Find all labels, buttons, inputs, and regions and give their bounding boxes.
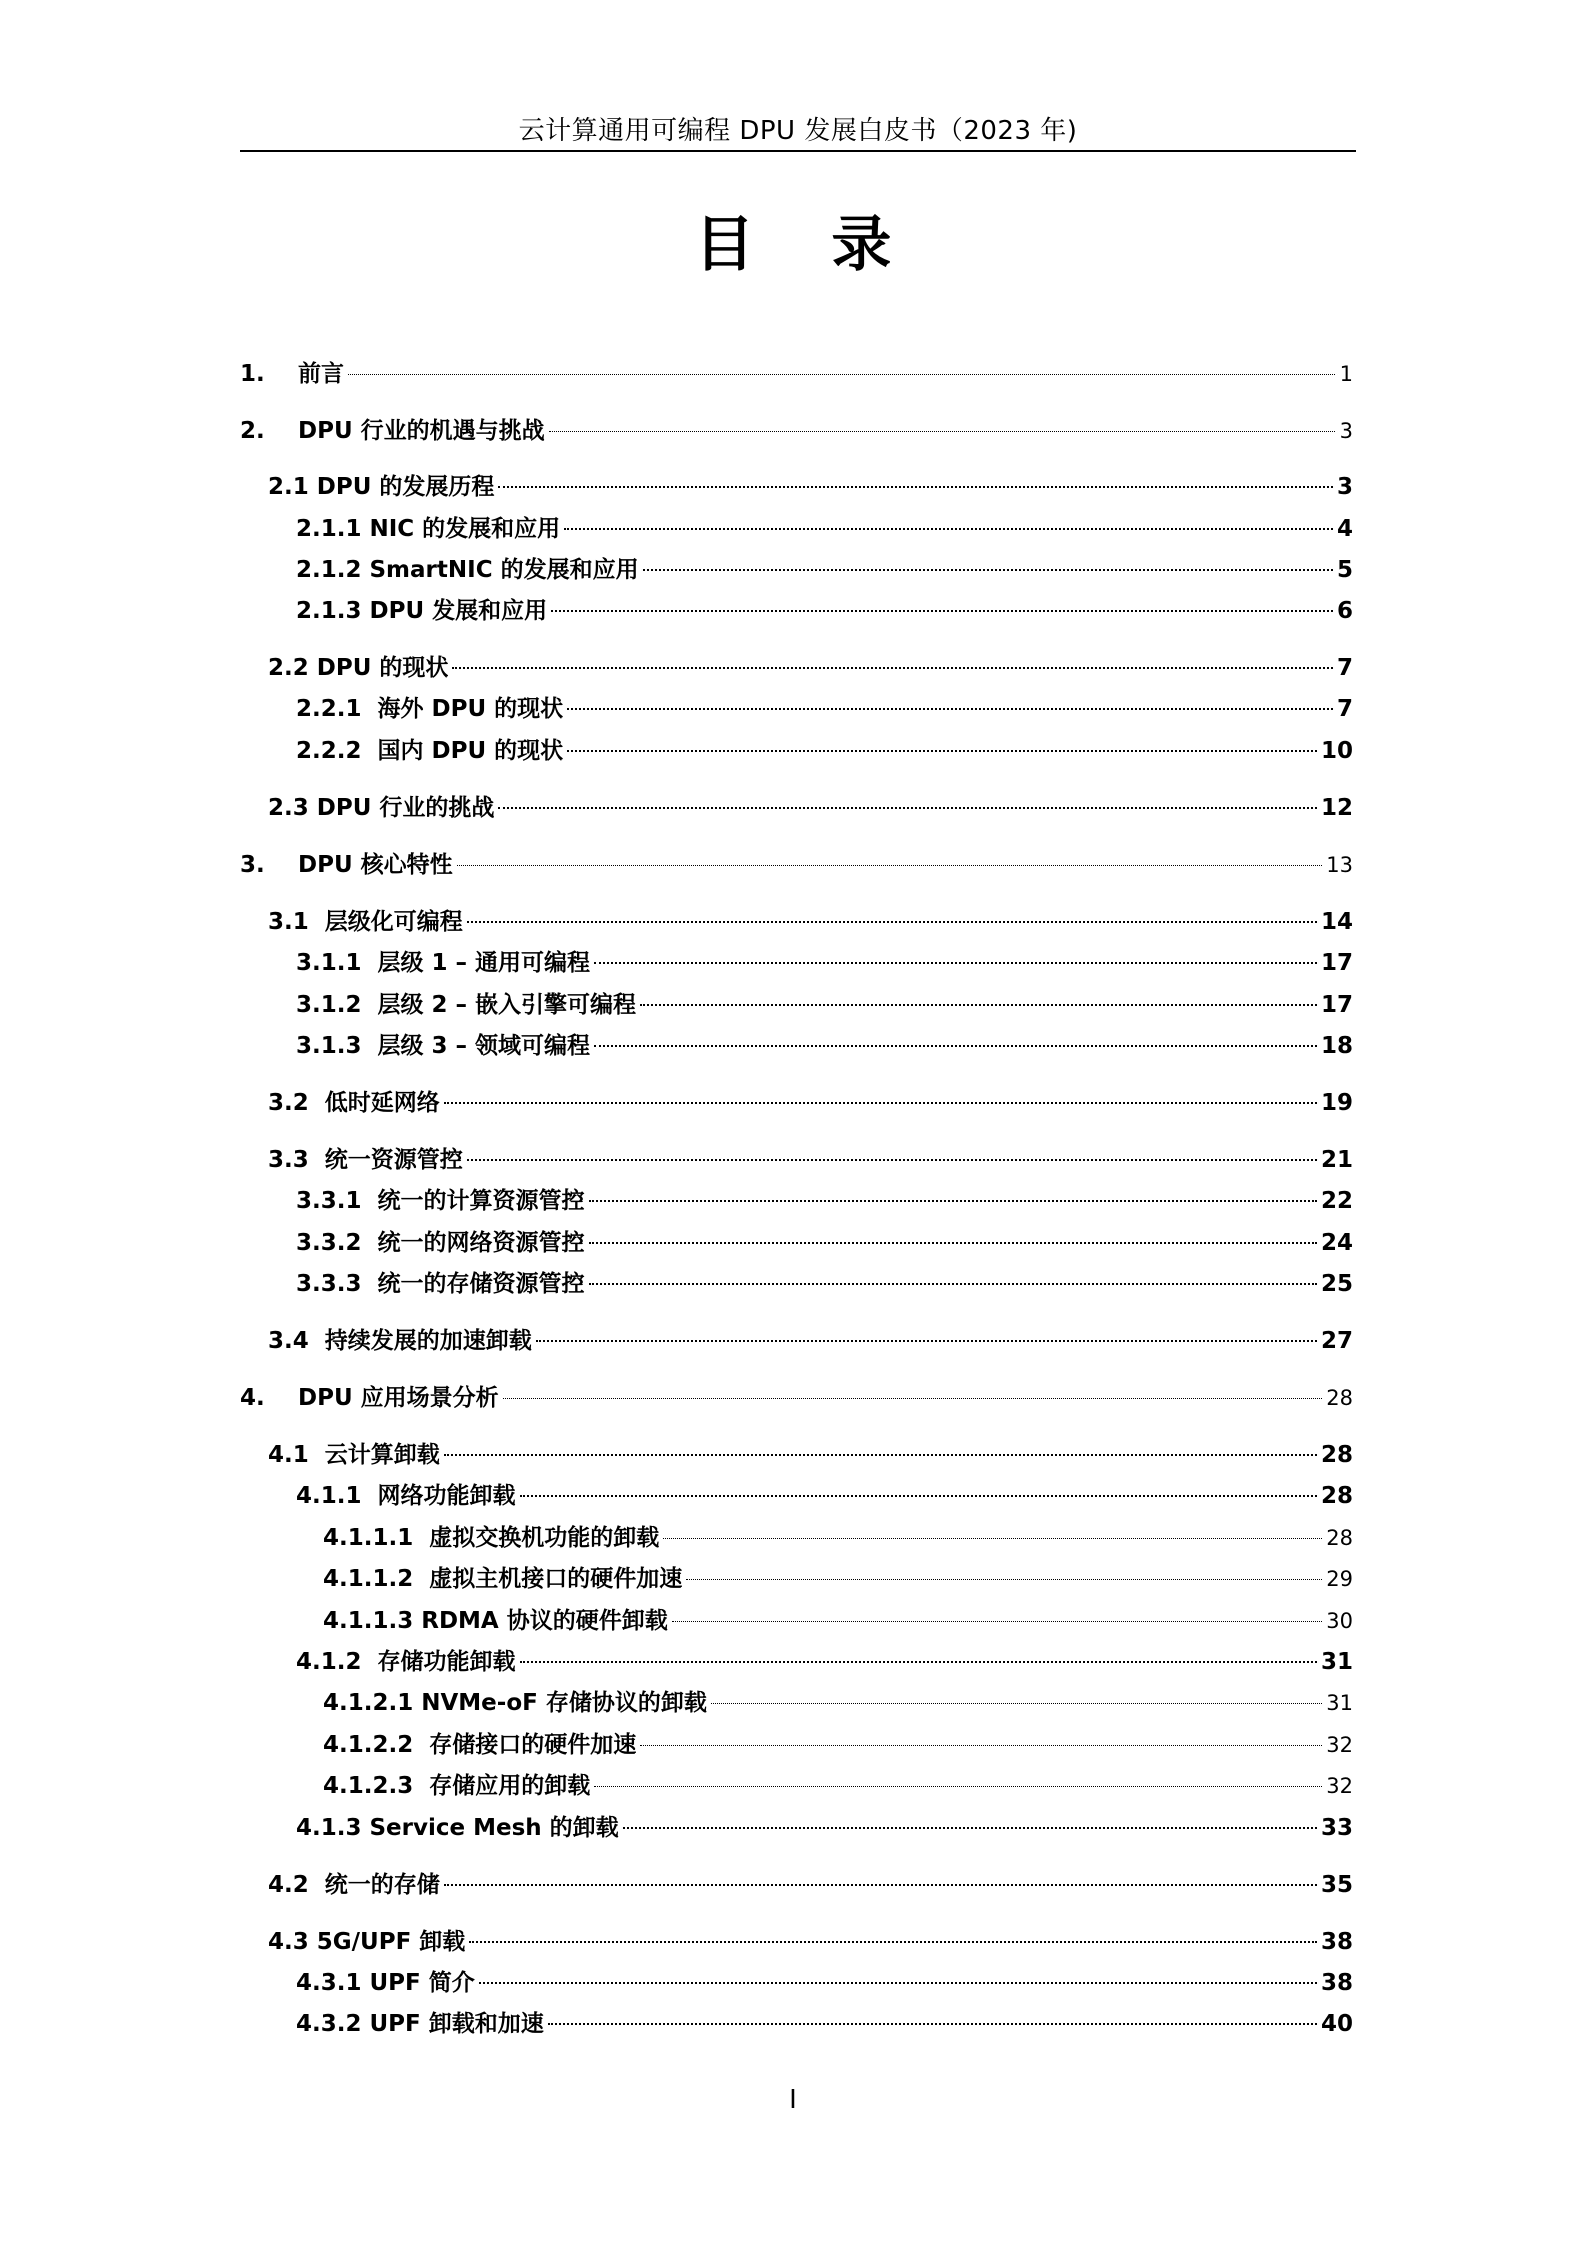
- toc-entry-level2[interactable]: [268, 904, 1353, 940]
- toc-entry-page: 40: [1320, 2011, 1353, 2037]
- toc-dot-leader: [467, 921, 1317, 923]
- toc-dot-leader: [589, 1242, 1317, 1244]
- toc-dot-leader: [640, 1745, 1322, 1746]
- toc-dot-leader: [498, 807, 1317, 809]
- toc-entry-page: 4: [1336, 516, 1353, 542]
- toc-entry-page: 25: [1320, 1271, 1353, 1297]
- toc-entry-level3[interactable]: [296, 511, 1353, 547]
- toc-entry-page: 7: [1336, 696, 1353, 722]
- toc-entry-level3[interactable]: [296, 2006, 1353, 2042]
- toc-entry-level3[interactable]: [296, 1644, 1353, 1680]
- toc-dot-leader: [503, 1398, 1323, 1399]
- toc-entry-page: 35: [1320, 1872, 1353, 1898]
- toc-entry-title: 2.1.1 NIC 的发展和应用: [296, 516, 561, 542]
- running-header: 云计算通用可编程 DPU 发展白皮书（2023 年): [518, 116, 1078, 146]
- toc-dot-leader: [564, 528, 1333, 530]
- toc-entry-title: 4.1.2.3 存储应用的卸载: [323, 1773, 591, 1799]
- toc-dot-leader: [594, 1045, 1317, 1047]
- toc-dot-leader: [672, 1621, 1323, 1622]
- toc-entry-title: 3.1.1 层级 1 – 通用可编程: [296, 950, 591, 976]
- toc-dot-leader: [520, 1661, 1317, 1663]
- toc-entry-title: 4.3.2 UPF 卸载和加速: [296, 2011, 544, 2037]
- toc-entry-page: 17: [1320, 950, 1353, 976]
- toc-entry-page: 32: [1326, 1774, 1353, 1798]
- toc-dot-leader: [711, 1703, 1322, 1704]
- toc-entry-level3[interactable]: [296, 1266, 1353, 1302]
- toc-entry-level3[interactable]: [296, 945, 1353, 981]
- toc-entry-number: 1.: [240, 361, 265, 387]
- toc-entry-title: 4.1.2.2 存储接口的硬件加速: [323, 1732, 637, 1758]
- toc-dot-leader: [623, 1827, 1317, 1829]
- toc-entry-title: 4.2 统一的存储: [268, 1872, 440, 1898]
- toc-dot-leader: [348, 374, 1335, 375]
- toc-dot-leader: [444, 1102, 1317, 1104]
- toc-entry-page: 30: [1326, 1609, 1353, 1633]
- toc-entry-title: 3.3.1 统一的计算资源管控: [296, 1188, 585, 1214]
- toc-dot-leader: [444, 1884, 1317, 1886]
- toc-dot-leader: [452, 667, 1333, 669]
- toc-dot-leader: [643, 569, 1333, 571]
- toc-entry-page: 13: [1326, 853, 1353, 877]
- toc-entry-level3[interactable]: [296, 552, 1353, 588]
- toc-entry-title: DPU 核心特性: [298, 852, 453, 878]
- toc-entry-page: 28: [1326, 1526, 1353, 1550]
- toc-entry-page: 24: [1320, 1230, 1353, 1256]
- toc-entry-level2[interactable]: [268, 1085, 1353, 1121]
- toc-entry-level2[interactable]: [268, 650, 1353, 686]
- toc-entry-title: DPU 行业的机遇与挑战: [298, 418, 545, 444]
- toc-entry-level4[interactable]: [323, 1603, 1353, 1639]
- toc-entry-title: 3.1.2 层级 2 – 嵌入引擎可编程: [296, 992, 637, 1018]
- toc-entry-title: 4.1.1.2 虚拟主机接口的硬件加速: [323, 1566, 683, 1592]
- toc-dot-leader: [479, 1982, 1317, 1984]
- toc-entry-level4[interactable]: [323, 1685, 1353, 1721]
- toc-entry-level4[interactable]: [323, 1727, 1353, 1763]
- toc-entry-page: 27: [1320, 1328, 1353, 1354]
- toc-dot-leader: [589, 1200, 1317, 1202]
- toc-dot-leader: [444, 1454, 1317, 1456]
- toc-entry-level3[interactable]: [296, 1810, 1353, 1846]
- toc-entry-title: 2.1.2 SmartNIC 的发展和应用: [296, 557, 639, 583]
- toc-entry-page: 14: [1320, 909, 1353, 935]
- toc-entry-level3[interactable]: [296, 1183, 1353, 1219]
- toc-entry-level2[interactable]: [268, 790, 1353, 826]
- toc-dot-leader: [548, 2023, 1317, 2025]
- toc-entry-page: 31: [1320, 1649, 1353, 1675]
- toc-entry-level3[interactable]: [296, 1225, 1353, 1261]
- toc-entry-title: 4.1.2.1 NVMe-oF 存储协议的卸载: [323, 1690, 707, 1716]
- toc-entry-level2[interactable]: [268, 1323, 1353, 1359]
- toc-entry-title: 3.1 层级化可编程: [268, 909, 463, 935]
- toc-entry-level4[interactable]: [323, 1561, 1353, 1597]
- toc-dot-leader: [594, 1786, 1322, 1787]
- toc-entry-page: 7: [1336, 655, 1353, 681]
- toc-entry-page: 18: [1320, 1033, 1353, 1059]
- toc-entry-title: 4.1.1 网络功能卸载: [296, 1483, 516, 1509]
- toc-entry-title: 2.2.1 海外 DPU 的现状: [296, 696, 564, 722]
- toc-entry-page: 38: [1320, 1929, 1353, 1955]
- toc-entry-title: 4.1.3 Service Mesh 的卸载: [296, 1815, 619, 1841]
- toc-dot-leader: [640, 1004, 1317, 1006]
- toc-entry-title: 3.4 持续发展的加速卸载: [268, 1328, 532, 1354]
- toc-entry-page: 1: [1339, 362, 1353, 386]
- toc-entry-title: 2.1 DPU 的发展历程: [268, 474, 495, 500]
- toc-entry-number: 4.: [240, 1385, 265, 1411]
- toc-entry-title: 2.3 DPU 行业的挑战: [268, 795, 495, 821]
- toc-entry-level3[interactable]: [296, 1965, 1353, 2001]
- toc-entry-level1[interactable]: [240, 847, 1353, 883]
- toc-entry-page: 32: [1326, 1733, 1353, 1757]
- toc-entry-level4[interactable]: [323, 1520, 1353, 1556]
- toc-entry-level3[interactable]: [296, 733, 1353, 769]
- toc-dot-leader: [589, 1283, 1317, 1285]
- toc-entry-level2[interactable]: [268, 469, 1353, 505]
- toc-entry-title: 3.3.2 统一的网络资源管控: [296, 1230, 585, 1256]
- toc-entry-page: 28: [1320, 1442, 1353, 1468]
- toc-entry-number: 2.: [240, 418, 265, 444]
- toc-entry-page: 3: [1336, 474, 1353, 500]
- toc-entry-title: 前言: [298, 361, 344, 387]
- toc-entry-title: 3.1.3 层级 3 – 领域可编程: [296, 1033, 591, 1059]
- page-number: I: [789, 2085, 797, 2115]
- toc-dot-leader: [498, 486, 1333, 488]
- toc-dot-leader: [467, 1159, 1317, 1161]
- toc-entry-title: DPU 应用场景分析: [298, 1385, 499, 1411]
- toc-entry-title: 4.1.1.1 虚拟交换机功能的卸载: [323, 1525, 660, 1551]
- page-title: 目 录: [694, 210, 920, 280]
- toc-entry-page: 21: [1320, 1147, 1353, 1173]
- toc-dot-leader: [663, 1538, 1322, 1539]
- toc-entry-level3[interactable]: [296, 987, 1353, 1023]
- toc-entry-level4[interactable]: [323, 1768, 1353, 1804]
- toc-entry-level2[interactable]: [268, 1142, 1353, 1178]
- toc-entry-page: 29: [1326, 1567, 1353, 1591]
- toc-entry-number: 3.: [240, 852, 265, 878]
- toc-entry-title: 4.1 云计算卸载: [268, 1442, 440, 1468]
- toc-entry-title: 4.1.1.3 RDMA 协议的硬件卸载: [323, 1608, 668, 1634]
- toc-entry-title: 4.1.2 存储功能卸载: [296, 1649, 516, 1675]
- toc-entry-title: 4.3 5G/UPF 卸载: [268, 1929, 466, 1955]
- toc-dot-leader: [457, 865, 1323, 866]
- toc-entry-page: 31: [1326, 1691, 1353, 1715]
- toc-dot-leader: [567, 750, 1317, 752]
- toc-entry-level1[interactable]: [240, 1380, 1353, 1416]
- toc-entry-page: 17: [1320, 992, 1353, 1018]
- toc-entry-title: 3.2 低时延网络: [268, 1090, 440, 1116]
- toc-entry-level2[interactable]: [268, 1437, 1353, 1473]
- toc-entry-page: 12: [1320, 795, 1353, 821]
- toc-entry-level3[interactable]: [296, 1028, 1353, 1064]
- toc-entry-level2[interactable]: [268, 1867, 1353, 1903]
- toc-entry-page: 28: [1326, 1386, 1353, 1410]
- toc-entry-page: 5: [1336, 557, 1353, 583]
- toc-entry-level3[interactable]: [296, 1478, 1353, 1514]
- toc-entry-page: 10: [1320, 738, 1353, 764]
- toc-entry-level1[interactable]: [240, 356, 1353, 392]
- toc-dot-leader: [567, 708, 1333, 710]
- toc-entry-page: 6: [1336, 598, 1353, 624]
- toc-dot-leader: [549, 431, 1335, 432]
- toc-entry-title: 3.3 统一资源管控: [268, 1147, 463, 1173]
- toc-entry-title: 3.3.3 统一的存储资源管控: [296, 1271, 585, 1297]
- toc-entry-page: 19: [1320, 1090, 1353, 1116]
- toc-dot-leader: [536, 1340, 1317, 1342]
- toc-entry-title: 2.2 DPU 的现状: [268, 655, 449, 681]
- toc-entry-title: 2.1.3 DPU 发展和应用: [296, 598, 548, 624]
- toc-dot-leader: [469, 1941, 1317, 1943]
- toc-entry-page: 22: [1320, 1188, 1353, 1214]
- toc-entry-level2[interactable]: [268, 1924, 1353, 1960]
- toc-entry-level1[interactable]: [240, 413, 1353, 449]
- toc-entry-page: 38: [1320, 1970, 1353, 1996]
- toc-entry-page: 3: [1339, 419, 1353, 443]
- toc-entry-page: 28: [1320, 1483, 1353, 1509]
- toc-entry-title: 4.3.1 UPF 简介: [296, 1970, 475, 1996]
- toc-entry-title: 2.2.2 国内 DPU 的现状: [296, 738, 564, 764]
- toc-entry-level3[interactable]: [296, 593, 1353, 629]
- toc-dot-leader: [551, 610, 1333, 612]
- toc-dot-leader: [594, 962, 1317, 964]
- toc-entry-level3[interactable]: [296, 691, 1353, 727]
- toc-dot-leader: [686, 1579, 1322, 1580]
- toc-entry-page: 33: [1320, 1815, 1353, 1841]
- toc-dot-leader: [520, 1495, 1317, 1497]
